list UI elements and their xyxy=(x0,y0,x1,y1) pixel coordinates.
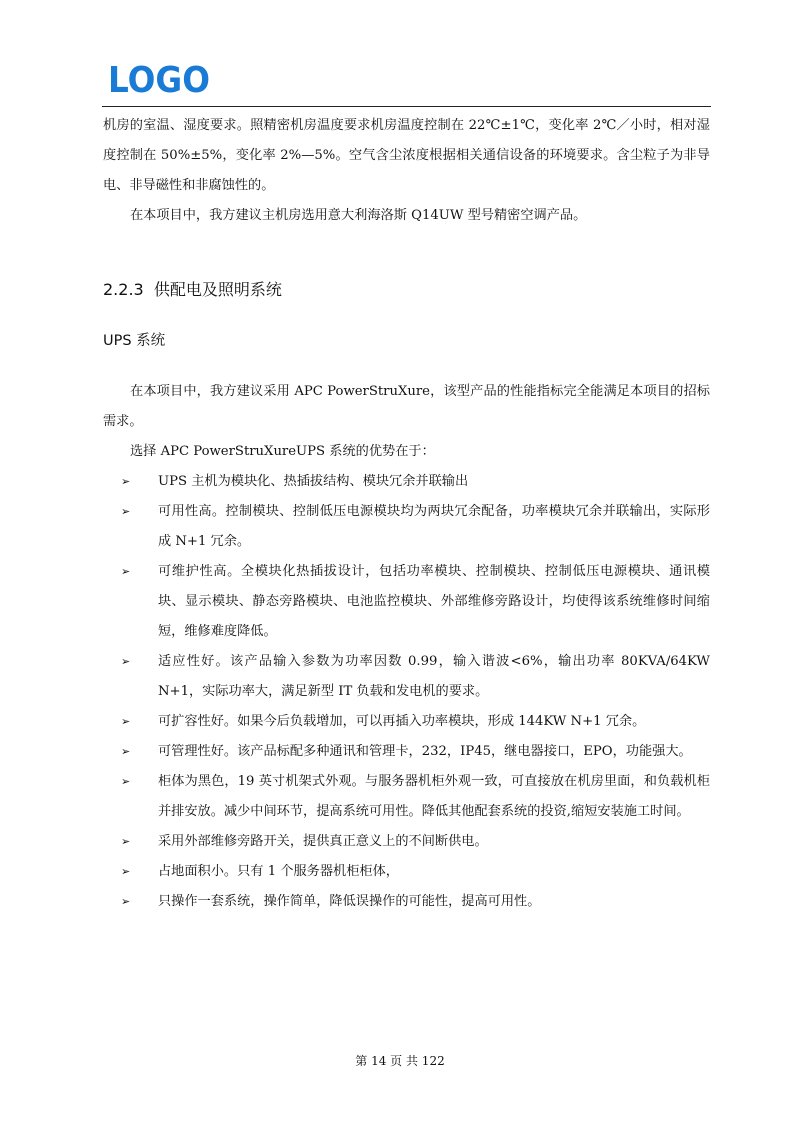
arrow-bullet-icon: ➢ xyxy=(121,505,131,518)
section-title: 供配电及照明系统 xyxy=(153,280,282,299)
page-content xyxy=(103,111,710,917)
list-item xyxy=(103,467,710,497)
list-item-text: 可用性高。控制模块、控制低压电源模块均为两块冗余配备，功率模块冗余并联输出，实际形成 N+1 冗余。 xyxy=(158,504,710,549)
arrow-bullet-icon: ➢ xyxy=(121,835,131,848)
ups-paragraph-1: 在本项目中，我方建议采用 APC PowerStruXure，该型产品的性能指标完全能满足本项目的招标需求。 xyxy=(103,384,710,429)
arrow-bullet-icon: ➢ xyxy=(121,865,131,878)
arrow-bullet-icon: ➢ xyxy=(121,475,131,488)
list-item xyxy=(103,827,710,857)
arrow-bullet-icon: ➢ xyxy=(121,895,131,908)
advantages-list xyxy=(103,467,710,917)
logo-text: LOGO xyxy=(108,62,210,96)
list-item xyxy=(103,557,710,647)
list-item-text: 可扩容性好。如果今后负载增加，可以再插入功率模块，形成 144KW N+1 冗余。 xyxy=(158,714,646,729)
list-item xyxy=(103,497,710,557)
list-item xyxy=(103,707,710,737)
section-heading xyxy=(103,279,710,301)
arrow-bullet-icon: ➢ xyxy=(121,565,131,578)
arrow-bullet-icon: ➢ xyxy=(121,775,131,788)
arrow-bullet-icon: ➢ xyxy=(121,655,131,668)
list-item-text: 适应性好。该产品输入参数为功率因数 0.99，输入谐波<6%，输出功率 80KVA/64KW N+1，实际功率大，满足新型 IT 负载和发电机的要求。 xyxy=(158,654,710,699)
list-item xyxy=(103,737,710,767)
list-item-text: 可管理性好。该产品标配多种通讯和管理卡，232，IP45，继电器接口，EPO，功能强大。 xyxy=(158,744,692,759)
section-number: 2.2.3 xyxy=(103,280,144,299)
list-item-text: 只操作一套系统，操作简单，降低误操作的可能性，提高可用性。 xyxy=(158,894,541,909)
list-item-text: 占地面积小。只有 1 个服务器机柜柜体， xyxy=(158,864,399,879)
intro-paragraph-2: 在本项目中，我方建议主机房选用意大利海洛斯 Q14UW 型号精密空调产品。 xyxy=(130,208,587,223)
list-item-text: 采用外部维修旁路开关，提供真正意义上的不间断供电。 xyxy=(158,834,488,849)
list-item-text: 可维护性高。全模块化热插拔设计，包括功率模块、控制模块、控制低压电源模块、通讯模块、显示模块、静态旁路模块、电池监控模块、外部维修旁路设计，均使得该系统维修时间缩短，维修难度降低。 xyxy=(158,564,710,639)
list-item xyxy=(103,767,710,827)
intro-paragraph-1: 机房的室温、湿度要求。照精密机房温度要求机房温度控制在 22℃±1℃，变化率 2℃／小时，相对湿度控制在 50%±5%，变化率 2%—5%。空气含尘浓度根据相关通信设备的环境要求。含尘粒子为非导电、非导磁性和非腐蚀性的。 xyxy=(103,118,710,193)
list-item-text: 柜体为黑色，19 英寸机架式外观。与服务器机柜外观一致，可直接放在机房里面，和负载机柜并排安放。减少中间环节，提高系统可用性。降低其他配套系统的投资,缩短安装施工时间。 xyxy=(158,774,710,819)
header-divider xyxy=(102,106,711,107)
arrow-bullet-icon: ➢ xyxy=(121,715,131,728)
list-item xyxy=(103,647,710,707)
logo xyxy=(108,62,212,96)
page-footer xyxy=(0,1052,800,1069)
list-item-text: UPS 主机为模块化、热插拔结构、模块冗余并联输出 xyxy=(158,474,469,489)
ups-paragraph-2: 选择 APC PowerStruXureUPS 系统的优势在于： xyxy=(130,444,435,459)
subsection-heading: UPS 系统 xyxy=(103,333,166,349)
arrow-bullet-icon: ➢ xyxy=(121,745,131,758)
list-item xyxy=(103,857,710,887)
page-number: 第 14 页 共 122 xyxy=(355,1054,445,1068)
list-item xyxy=(103,887,710,917)
